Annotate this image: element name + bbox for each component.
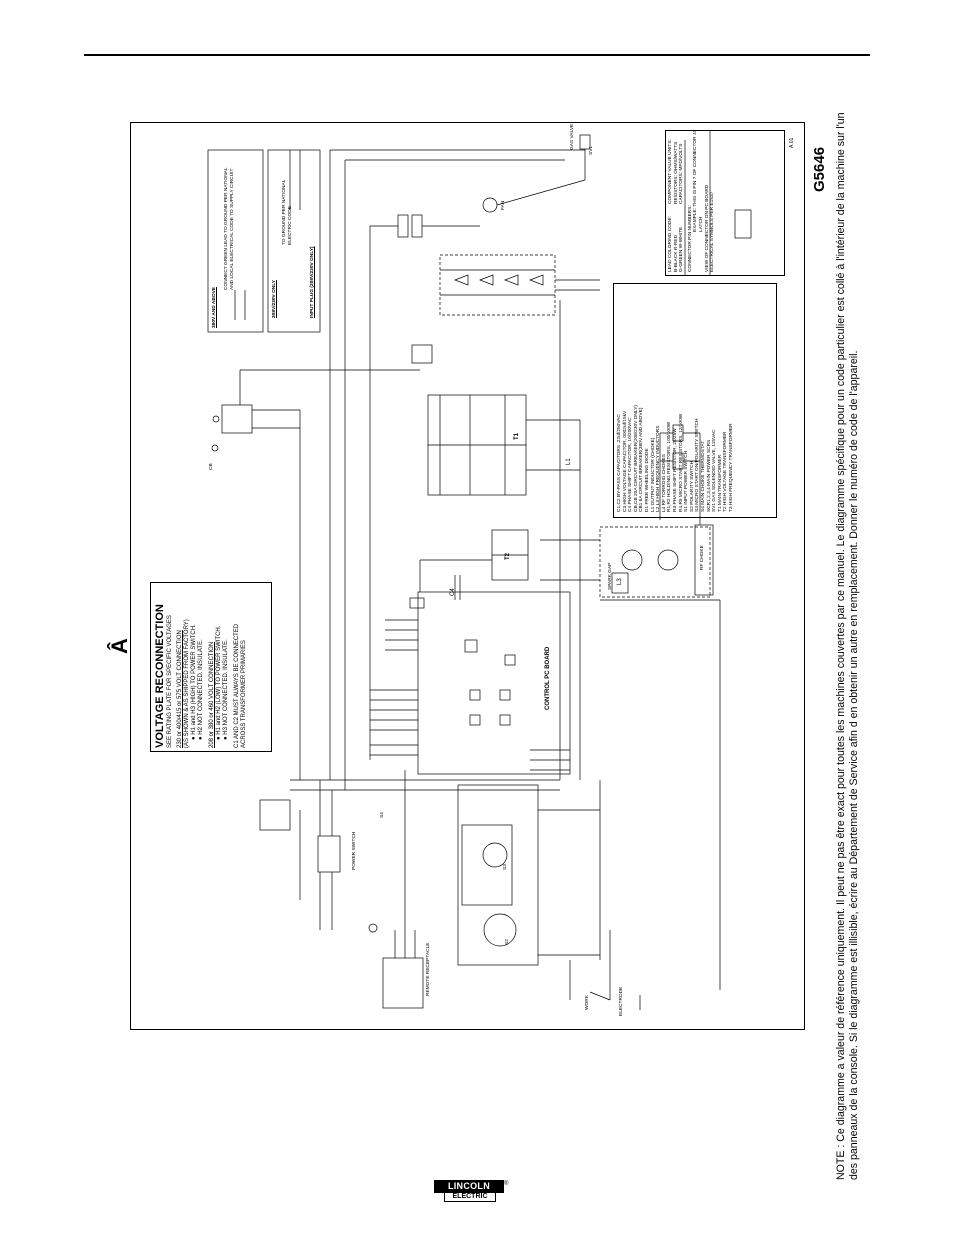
value-units-line2: CAPACITORS: MFD/VOLTS bbox=[679, 143, 685, 204]
sv1-label: SV1 bbox=[589, 145, 594, 155]
l3-label: L3 bbox=[617, 578, 623, 585]
french-note: NOTE : Ce diagramme a valeur de référence uniquement. Il peut ne pas être exact pour toutes les machines couvertes par ce manuel. Le diagramme spécifique pour un code particulier est collé à l'intérieur de la machine sur l'un des panneaux de la console. Si le diagramme est illisible, écrire au Département de Service afin d en obtenir un autre en remplacement. Donner le numéro de code de l'appareil. bbox=[835, 112, 860, 1180]
value-units-title: COMPONENT VALUE UNITS: bbox=[668, 139, 673, 204]
vr-line7: ● H1 and H2 (LOW) TO POWER SWITCH. bbox=[216, 625, 222, 740]
remote-label: REMOTE RECEPTACLE bbox=[426, 942, 431, 996]
legend-item: C4 PHASE SHIFT CAPACITOR, 10/200VAC bbox=[628, 417, 634, 512]
electrode-label: ELECTRODE bbox=[619, 986, 624, 1016]
legend-item: R1,R2 HOLDING RESISTORS, 100/100W bbox=[667, 421, 673, 512]
legend-item: S1 INPUT POWER SWITCH bbox=[684, 450, 690, 512]
value-units-line1: RESISTORS: OHMS/WATTS bbox=[673, 141, 679, 204]
work-label: WORK bbox=[585, 995, 590, 1010]
vr-line9: C1 AND C2 MUST ALWAYS BE CONNECTED bbox=[234, 623, 240, 748]
vr-line10: ACROSS TRANSFORMER PRIMARIES bbox=[241, 640, 247, 748]
connector-line4: ELECTRICAL SYMBOLS PER E1537 bbox=[710, 191, 716, 272]
lead-code-title: LEAD COLORING CODE: bbox=[668, 216, 673, 272]
c4-label: C4 bbox=[450, 588, 456, 596]
legend-item: SV1 GAS SOLENOID VALVE, 115VAC bbox=[712, 429, 718, 512]
legend-item: T3 HIGH FREQUENCY TRANSFORMER bbox=[728, 423, 734, 512]
legend-item: L1 OUTPUT INDUCTOR (CHOKE) bbox=[650, 437, 656, 512]
note-plug-desc: TO GROUND PER NATIONAL ELECTRIC CODE bbox=[282, 179, 293, 245]
fan-label: FAN bbox=[501, 200, 506, 210]
legend-item: R4,R5 MICRO START RESISTORS, 12/100W bbox=[678, 413, 684, 512]
vr-line8: ● H3 NOT CONNECTED. INSULATE. bbox=[223, 639, 229, 740]
legend-item: L4 RF TORROID CHOKES bbox=[661, 454, 667, 512]
control-board-label: CONTROL PC BOARD bbox=[545, 646, 551, 710]
component-legend bbox=[617, 405, 734, 512]
rf-choke-label: RF CHOKE bbox=[700, 545, 705, 570]
connector-line1: EXAMPLE: THIS IS PIN 7 OF CONNECTOR J4 bbox=[693, 130, 699, 232]
section-marker: Â bbox=[107, 638, 132, 654]
legend-item: S4 MAIN CHOKE THERMOSTAT bbox=[700, 440, 706, 512]
gas-valve-label: GAS VALVE bbox=[570, 123, 575, 150]
voltage-reconnection-title: VOLTAGE RECONNECTION bbox=[154, 604, 166, 748]
t2-label: T2 bbox=[505, 552, 511, 560]
note-380v: 380V AND ABOVE bbox=[212, 287, 217, 328]
legend-item: S2 POLARITY SWITCH bbox=[689, 460, 695, 512]
connector-line3: VIEW OF CONNECTOR ON PC BOARD bbox=[704, 184, 710, 272]
registered-mark: ® bbox=[504, 1181, 509, 1187]
lead-code-line1: B-BLACK R-RED bbox=[673, 234, 679, 272]
legend-item: R3 PHASE SHIFT RESISTOR, 25/25W bbox=[672, 428, 678, 512]
lead-code-line2: G-GREEN W-WHITE bbox=[679, 226, 685, 272]
l1-label: L1 bbox=[566, 458, 572, 465]
legend-item: L2,L3 HIGH FREQUENCY INDUCTORS bbox=[656, 425, 662, 512]
vr-line1: SEE RATING PLATE FOR SPECIFIC VOLTAGES bbox=[167, 615, 173, 748]
ground-symbol bbox=[369, 924, 377, 932]
vr-line2: 230 or 400/415 or 575 VOLT CONNECTION bbox=[177, 630, 183, 748]
spark-gap-label: SPARK GAP bbox=[608, 562, 613, 590]
power-switch-symbol bbox=[318, 836, 340, 872]
value-units-text bbox=[668, 139, 685, 204]
lincoln-electric-logo bbox=[434, 1180, 508, 1200]
legend-item: C3 HIGH VOLTAGE CAPACITOR, 0002uf/15kV bbox=[622, 410, 628, 512]
logo-top-text: LINCOLN bbox=[434, 1180, 504, 1193]
connector-line2: LATCH bbox=[698, 216, 704, 232]
legend-item: T1 MAIN TRANSFORMER bbox=[717, 454, 723, 512]
logo-bottom-text: ELECTRIC bbox=[444, 1192, 496, 1202]
legend-item: T2 HIGH VOLTAGE TRANSFORMER bbox=[723, 431, 729, 512]
connector-title: CONNECTOR PIN NUMBERS: bbox=[687, 205, 693, 272]
vr-line6: 208 or 380 or 460 VOLT CONNECTION bbox=[209, 641, 215, 748]
t1-label: T1 bbox=[514, 432, 520, 440]
voltage-reconnection-text bbox=[154, 604, 248, 748]
note-208v: 208V/230V ONLY bbox=[272, 280, 277, 318]
diagram-number: G5646 bbox=[811, 146, 828, 192]
legend-item: D1 FREE WHEELING DIODE bbox=[644, 448, 650, 512]
power-switch-label: POWER SWITCH bbox=[352, 831, 357, 870]
legend-item: S3 MICRO START ON/POLARITY SWITCH bbox=[695, 418, 701, 512]
note-380v-desc: CONNECT GREEN LEAD TO GROUND PER NATIONAL AND LOCAL ELECTRICAL CODE TO SUPPLY CIRCUIT bbox=[224, 167, 235, 290]
s2-label: S2 bbox=[505, 939, 510, 945]
s3-label: S3 bbox=[503, 864, 508, 870]
revision-label: A.01 bbox=[789, 137, 795, 148]
vr-line4: ● H1 and H3 (HIGH) TO POWER SWITCH. bbox=[191, 624, 197, 740]
vr-line5: ● H2 NOT CONNECTED. INSULATE. bbox=[198, 639, 204, 740]
s4-label: S4 bbox=[380, 812, 385, 818]
legend-item: CB,CB 20A CIRCUIT BREAKER(208/230V ONLY) bbox=[633, 405, 639, 512]
note-plug: INPUT PLUG (208V/230V ONLY) bbox=[310, 246, 315, 318]
legend-item: C1,C2 BY-PASS CAPACITORS .22uf/250VAC bbox=[617, 414, 622, 512]
vr-line3: (AS SHOWN & AS SHIPPED FROM FACTORY) bbox=[184, 619, 190, 748]
cb-label: CB bbox=[209, 463, 214, 470]
legend-item: SCR1,2,3,4 MAIN POWER SCRS bbox=[706, 439, 712, 512]
legend-item: CB1 6A CIRCUIT BREAKER(380V AND ABOVE) bbox=[639, 407, 645, 512]
